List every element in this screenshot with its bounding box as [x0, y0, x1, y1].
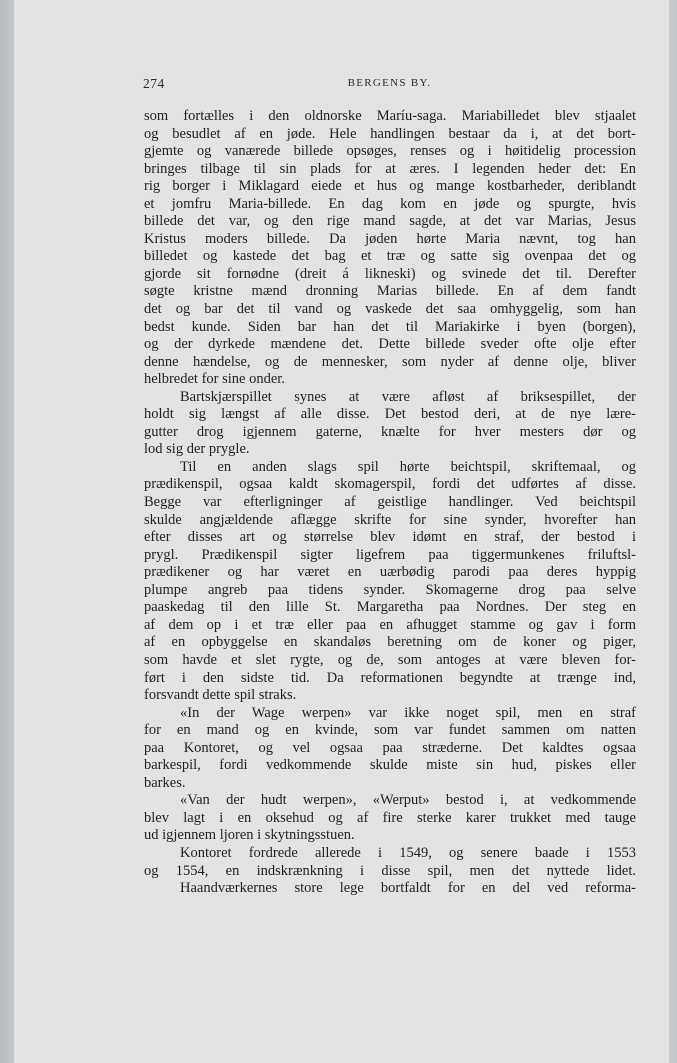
- page-number: 274: [143, 76, 165, 91]
- text-line: «In der Wage werpen» var ikke noget spil, men en straf: [180, 704, 636, 721]
- text-line: gjemte og vanærede billede opsøges, renses og i høitidelig procession: [144, 143, 636, 160]
- text-line: Bartskjærspillet synes at være afløst af briksespillet, der: [180, 388, 636, 405]
- text-line: blev lagt i en oksehud og af fire sterke karer trukket med tauge: [144, 809, 636, 826]
- text-line: gjorde sit fornødne (dreit á likneski) og svinede det til. Derefter: [144, 265, 636, 282]
- text-line: paaskedag til den lille St. Margaretha paa Nordnes. Der steg en: [144, 599, 636, 616]
- text-line: «Van der hudt werpen», «Werput» bestod i, at vedkommende: [180, 792, 636, 809]
- text-line: som havde et slet rygte, og de, som antoges at være bleven for-: [144, 651, 636, 668]
- text-line: Begge var efterligninger af geistlige handlinger. Ved beichtspil: [144, 494, 636, 511]
- running-head: BERGENS BY.: [347, 77, 432, 89]
- body-text: [144, 108, 636, 898]
- text-line: prædikener og har været en uærbødig parodi paa deres hyppig: [144, 564, 636, 581]
- text-line: og 1554, en indskrænkning i disse spil, men det nyttede lidet.: [144, 862, 636, 879]
- text-line: bedst kunde. Siden bar han det til Mariakirke i byen (borgen),: [144, 318, 636, 335]
- text-line: barkes.: [144, 774, 186, 791]
- text-line: for en mand og en kvinde, som var fundet sammen om natten: [144, 722, 636, 739]
- text-line: billedet og kastede det bag et træ og satte sig ovenpaa det og: [144, 248, 636, 265]
- text-line: af dem op i et træ eller paa en afhugget stamme og gav i form: [144, 616, 636, 633]
- text-line: bringes tilbage til sin plads for at æres. I legenden heder det: En: [144, 160, 636, 177]
- text-line: prædikenspil, ogsaa kaldt skomagerspil, fordi det udførtes af disse.: [144, 476, 636, 493]
- text-line: paa Kontoret, og vel ogsaa paa stræderne. Det kaldtes ogsaa: [144, 739, 636, 756]
- text-line: som fortælles i den oldnorske Maríu-saga. Mariabilledet blev stjaalet: [144, 108, 636, 124]
- text-line: et jomfru Maria-billede. En dag kom en jøde og spurgte, hvis: [144, 195, 636, 212]
- text-line: lod sig der prygle.: [144, 441, 250, 458]
- text-line: rig borger i Miklagard eiede et hus og mange kostbarheder, deriblandt: [144, 178, 636, 195]
- text-line: Til en anden slags spil hørte beichtspil, skriftemaal, og: [180, 458, 636, 475]
- text-line: og der dyrkede mændene det. Dette billede sveder ofte olje efter: [144, 336, 636, 353]
- text-line: efter disses art og størrelse blev idømt en straf, der bestod i: [144, 529, 636, 546]
- text-line: gutter drog igjennem gaterne, knælte for hver mesters dør og: [144, 423, 636, 440]
- text-line: prygl. Prædikenspil sigter ligefrem paa tiggermunkenes friluftsl-: [144, 546, 636, 563]
- text-line: helbredet for sine onder.: [144, 371, 285, 388]
- text-line: og besudlet af en jøde. Hele handlingen bestaar da i, at det bort-: [144, 125, 636, 142]
- text-line: denne hændelse, og de mennesker, som nyder af denne olje, bliver: [144, 353, 636, 370]
- text-line: Kristus moders billede. Da jøden hørte Maria nævnt, tog han: [144, 230, 636, 247]
- text-line: plumpe angreb paa tidens synder. Skomagerne drog paa selve: [144, 581, 636, 598]
- text-line: billede det var, og den rige mand sagde, at det var Marias, Jesus: [144, 213, 636, 230]
- text-line: skulde angjældende aflægge skrifte for sine synder, hvorefter han: [144, 511, 636, 528]
- text-line: det og bar det til vand og vaskede det saa omhyggelig, som han: [144, 301, 636, 318]
- text-line: søgte kristne mænd dronning Marias billede. En af dem fandt: [144, 283, 636, 300]
- text-line: barkespil, fordi vedkommende skulde miste sin hud, piskes eller: [144, 757, 636, 774]
- text-line: holdt sig længst af alle disse. Det bestod deri, at de nye lære-: [144, 406, 636, 423]
- text-line: Kontoret fordrede allerede i 1549, og senere baade i 1553: [180, 844, 636, 861]
- text-line: ført i den sidste tid. Da reformationen begyndte at trænge ind,: [144, 669, 636, 686]
- page-header: [143, 76, 636, 94]
- text-line: af en opbyggelse en skandaløs beretning om de koner og piger,: [144, 634, 636, 651]
- text-line: forsvandt dette spil straks.: [144, 687, 297, 704]
- text-line: ud igjennem ljoren i skytningsstuen.: [144, 827, 355, 844]
- text-line: Haandværkernes store lege bortfaldt for en del ved reforma-: [180, 880, 636, 897]
